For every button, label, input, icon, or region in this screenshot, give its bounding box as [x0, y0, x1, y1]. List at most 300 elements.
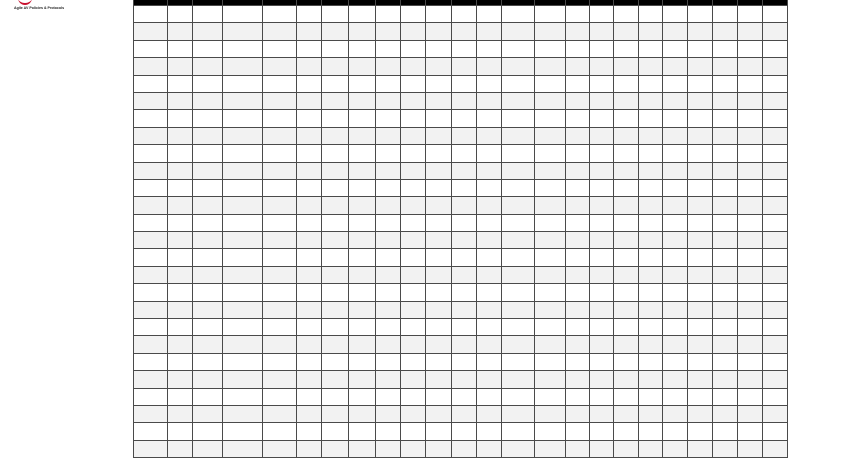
table-cell	[535, 249, 566, 266]
table-cell	[535, 75, 566, 92]
table-cell	[452, 40, 477, 57]
table-cell	[535, 197, 566, 214]
table-cell	[502, 371, 535, 388]
table-cell	[193, 162, 223, 179]
table-row	[134, 179, 788, 196]
table-cell	[134, 405, 168, 422]
table-cell	[134, 145, 168, 162]
table-cell	[738, 249, 763, 266]
table-cell	[168, 127, 193, 144]
table-cell	[639, 6, 663, 23]
table-cell	[738, 110, 763, 127]
table-cell	[713, 301, 738, 318]
table-cell	[688, 249, 713, 266]
table-cell	[663, 162, 688, 179]
table-cell	[688, 284, 713, 301]
table-cell	[297, 23, 322, 40]
table-cell	[134, 371, 168, 388]
table-cell	[168, 179, 193, 196]
table-cell	[349, 284, 376, 301]
table-cell	[263, 423, 297, 440]
table-cell	[535, 319, 566, 336]
table-cell	[713, 6, 738, 23]
table-cell	[168, 319, 193, 336]
table-cell	[688, 232, 713, 249]
table-cell	[535, 58, 566, 75]
table-cell	[223, 179, 263, 196]
table-cell	[614, 284, 639, 301]
table-cell	[614, 92, 639, 109]
table-cell	[134, 266, 168, 283]
table-cell	[401, 423, 426, 440]
table-cell	[452, 75, 477, 92]
table-cell	[168, 423, 193, 440]
table-cell	[738, 162, 763, 179]
table-cell	[477, 232, 502, 249]
table-cell	[376, 423, 401, 440]
table-cell	[614, 214, 639, 231]
table-cell	[134, 284, 168, 301]
table-cell	[349, 110, 376, 127]
table-cell	[688, 23, 713, 40]
table-cell	[134, 336, 168, 353]
table-cell	[763, 371, 788, 388]
table-cell	[426, 440, 452, 457]
table-cell	[263, 249, 297, 266]
table-cell	[502, 440, 535, 457]
table-cell	[297, 423, 322, 440]
table-cell	[134, 232, 168, 249]
table-cell	[590, 232, 614, 249]
table-cell	[502, 75, 535, 92]
table-cell	[376, 197, 401, 214]
table-cell	[566, 127, 590, 144]
table-cell	[738, 214, 763, 231]
table-cell	[376, 319, 401, 336]
table-cell	[401, 353, 426, 370]
table-cell	[426, 75, 452, 92]
table-cell	[713, 127, 738, 144]
table-cell	[223, 336, 263, 353]
table-cell	[713, 405, 738, 422]
table-cell	[763, 92, 788, 109]
table-cell	[376, 6, 401, 23]
table-cell	[401, 58, 426, 75]
organization-name: Agile AV Policies & Protocols	[14, 6, 65, 10]
table-cell	[349, 6, 376, 23]
table-cell	[297, 371, 322, 388]
table-cell	[223, 197, 263, 214]
table-cell	[376, 405, 401, 422]
table-cell	[263, 92, 297, 109]
table-cell	[193, 266, 223, 283]
table-cell	[452, 145, 477, 162]
table-cell	[535, 232, 566, 249]
table-cell	[349, 127, 376, 144]
table-row	[134, 249, 788, 266]
table-cell	[502, 23, 535, 40]
table-cell	[452, 249, 477, 266]
table-cell	[738, 75, 763, 92]
table-cell	[322, 336, 349, 353]
table-cell	[426, 423, 452, 440]
table-cell	[713, 110, 738, 127]
table-cell	[168, 440, 193, 457]
table-cell	[426, 92, 452, 109]
table-cell	[297, 197, 322, 214]
table-cell	[263, 301, 297, 318]
table-cell	[477, 284, 502, 301]
table-cell	[639, 232, 663, 249]
table-cell	[401, 249, 426, 266]
table-cell	[566, 336, 590, 353]
table-cell	[426, 127, 452, 144]
table-cell	[349, 353, 376, 370]
table-cell	[535, 40, 566, 57]
table-cell	[322, 145, 349, 162]
table-cell	[168, 249, 193, 266]
table-cell	[401, 266, 426, 283]
table-cell	[168, 6, 193, 23]
table-cell	[168, 353, 193, 370]
table-cell	[223, 284, 263, 301]
table-cell	[263, 58, 297, 75]
table-cell	[614, 319, 639, 336]
table-cell	[590, 388, 614, 405]
table-cell	[663, 40, 688, 57]
table-cell	[535, 127, 566, 144]
table-cell	[168, 266, 193, 283]
table-cell	[401, 214, 426, 231]
table-cell	[502, 110, 535, 127]
table-cell	[297, 75, 322, 92]
table-cell	[168, 301, 193, 318]
table-cell	[349, 249, 376, 266]
table-cell	[223, 371, 263, 388]
table-cell	[713, 40, 738, 57]
table-cell	[223, 75, 263, 92]
table-cell	[639, 249, 663, 266]
table-cell	[376, 127, 401, 144]
table-cell	[376, 232, 401, 249]
table-cell	[193, 75, 223, 92]
table-cell	[535, 23, 566, 40]
table-cell	[297, 6, 322, 23]
table-cell	[376, 440, 401, 457]
table-row	[134, 405, 788, 422]
table-cell	[688, 40, 713, 57]
table-cell	[426, 405, 452, 422]
table-cell	[349, 58, 376, 75]
table-cell	[639, 336, 663, 353]
table-cell	[566, 179, 590, 196]
table-cell	[452, 266, 477, 283]
table-cell	[738, 423, 763, 440]
table-cell	[477, 127, 502, 144]
table-cell	[688, 371, 713, 388]
table-cell	[452, 405, 477, 422]
table-cell	[639, 440, 663, 457]
table-cell	[426, 179, 452, 196]
policy-comparison-table	[133, 0, 788, 458]
table-cell	[566, 75, 590, 92]
table-cell	[297, 388, 322, 405]
table-cell	[663, 371, 688, 388]
table-cell	[168, 92, 193, 109]
table-cell	[134, 197, 168, 214]
table-cell	[763, 423, 788, 440]
table-cell	[614, 145, 639, 162]
table-cell	[477, 40, 502, 57]
table-cell	[738, 23, 763, 40]
table-cell	[452, 92, 477, 109]
table-cell	[590, 423, 614, 440]
table-cell	[349, 197, 376, 214]
table-cell	[763, 249, 788, 266]
table-cell	[401, 388, 426, 405]
table-cell	[263, 145, 297, 162]
table-cell	[535, 162, 566, 179]
table-cell	[502, 214, 535, 231]
table-cell	[134, 249, 168, 266]
table-cell	[297, 301, 322, 318]
table-cell	[401, 197, 426, 214]
table-cell	[688, 423, 713, 440]
table-cell	[763, 40, 788, 57]
table-cell	[134, 423, 168, 440]
table-cell	[193, 40, 223, 57]
table-cell	[134, 92, 168, 109]
table-cell	[452, 284, 477, 301]
table-cell	[590, 214, 614, 231]
table-cell	[713, 145, 738, 162]
table-cell	[663, 145, 688, 162]
table-cell	[713, 336, 738, 353]
table-cell	[297, 405, 322, 422]
table-cell	[663, 23, 688, 40]
table-cell	[713, 232, 738, 249]
table-cell	[263, 266, 297, 283]
table-cell	[688, 319, 713, 336]
table-cell	[763, 127, 788, 144]
table-cell	[263, 371, 297, 388]
table-row	[134, 284, 788, 301]
table-cell	[535, 92, 566, 109]
table-cell	[263, 162, 297, 179]
table-cell	[452, 127, 477, 144]
table-cell	[223, 440, 263, 457]
table-cell	[763, 301, 788, 318]
table-cell	[639, 145, 663, 162]
table-cell	[376, 75, 401, 92]
table-cell	[566, 266, 590, 283]
table-cell	[193, 284, 223, 301]
table-cell	[193, 145, 223, 162]
table-cell	[566, 371, 590, 388]
table-cell	[477, 371, 502, 388]
table-cell	[713, 23, 738, 40]
table-cell	[590, 371, 614, 388]
table-cell	[322, 353, 349, 370]
table-cell	[349, 388, 376, 405]
table-cell	[738, 388, 763, 405]
table-cell	[134, 440, 168, 457]
table-cell	[566, 40, 590, 57]
table-cell	[193, 353, 223, 370]
table-cell	[713, 319, 738, 336]
table-cell	[477, 423, 502, 440]
table-cell	[535, 301, 566, 318]
table-cell	[223, 110, 263, 127]
table-cell	[452, 58, 477, 75]
table-cell	[223, 405, 263, 422]
table-cell	[376, 388, 401, 405]
table-cell	[134, 388, 168, 405]
table-cell	[376, 336, 401, 353]
table-cell	[193, 336, 223, 353]
table-cell	[535, 266, 566, 283]
table-cell	[535, 179, 566, 196]
table-cell	[738, 145, 763, 162]
table-cell	[535, 336, 566, 353]
table-cell	[263, 179, 297, 196]
table-cell	[452, 214, 477, 231]
table-cell	[590, 92, 614, 109]
table-cell	[639, 127, 663, 144]
table-cell	[738, 336, 763, 353]
table-cell	[134, 301, 168, 318]
table-cell	[477, 336, 502, 353]
table-cell	[322, 249, 349, 266]
table-cell	[738, 127, 763, 144]
table-cell	[297, 58, 322, 75]
table-cell	[663, 301, 688, 318]
table-cell	[223, 319, 263, 336]
table-row	[134, 75, 788, 92]
table-cell	[502, 336, 535, 353]
table-cell	[401, 440, 426, 457]
table-cell	[566, 92, 590, 109]
table-cell	[535, 214, 566, 231]
table-cell	[263, 214, 297, 231]
table-cell	[263, 6, 297, 23]
table-cell	[639, 75, 663, 92]
table-cell	[297, 319, 322, 336]
table-cell	[688, 110, 713, 127]
table-cell	[349, 92, 376, 109]
table-cell	[223, 58, 263, 75]
table-cell	[663, 92, 688, 109]
table-cell	[535, 440, 566, 457]
table-cell	[401, 301, 426, 318]
table-cell	[349, 301, 376, 318]
table-cell	[297, 179, 322, 196]
table-cell	[639, 423, 663, 440]
table-cell	[639, 301, 663, 318]
table-cell	[401, 405, 426, 422]
table-cell	[193, 127, 223, 144]
table-cell	[590, 6, 614, 23]
table-cell	[502, 319, 535, 336]
table-cell	[614, 6, 639, 23]
table-cell	[193, 214, 223, 231]
table-cell	[663, 249, 688, 266]
table-cell	[168, 371, 193, 388]
table-cell	[639, 58, 663, 75]
table-cell	[223, 92, 263, 109]
table-cell	[639, 371, 663, 388]
table-cell	[401, 179, 426, 196]
table-cell	[502, 179, 535, 196]
table-cell	[349, 266, 376, 283]
table-cell	[376, 145, 401, 162]
table-cell	[590, 179, 614, 196]
table-cell	[322, 40, 349, 57]
table-cell	[535, 145, 566, 162]
table-cell	[376, 110, 401, 127]
table-cell	[663, 214, 688, 231]
table-cell	[477, 388, 502, 405]
table-cell	[401, 92, 426, 109]
table-cell	[477, 75, 502, 92]
table-cell	[297, 127, 322, 144]
table-cell	[168, 214, 193, 231]
table-cell	[426, 249, 452, 266]
table-cell	[168, 40, 193, 57]
table-cell	[349, 423, 376, 440]
table-cell	[223, 23, 263, 40]
table-cell	[426, 284, 452, 301]
table-cell	[614, 405, 639, 422]
table-cell	[263, 284, 297, 301]
table-cell	[566, 23, 590, 40]
table-cell	[590, 40, 614, 57]
table-cell	[452, 319, 477, 336]
table-cell	[426, 232, 452, 249]
table-cell	[223, 232, 263, 249]
table-cell	[535, 371, 566, 388]
table-cell	[614, 249, 639, 266]
table-cell	[322, 284, 349, 301]
table-cell	[168, 23, 193, 40]
table-cell	[322, 75, 349, 92]
table-cell	[376, 284, 401, 301]
table-cell	[322, 6, 349, 23]
table-cell	[688, 266, 713, 283]
table-cell	[590, 284, 614, 301]
table-cell	[322, 214, 349, 231]
table-cell	[168, 336, 193, 353]
table-cell	[452, 301, 477, 318]
table-cell	[223, 214, 263, 231]
table-cell	[426, 266, 452, 283]
table-cell	[688, 75, 713, 92]
table-cell	[502, 40, 535, 57]
table-cell	[452, 6, 477, 23]
table-cell	[223, 127, 263, 144]
table-cell	[223, 162, 263, 179]
table-cell	[193, 440, 223, 457]
table-cell	[322, 179, 349, 196]
table-cell	[193, 23, 223, 40]
table-cell	[502, 145, 535, 162]
table-cell	[477, 301, 502, 318]
table-cell	[738, 58, 763, 75]
table-cell	[590, 266, 614, 283]
table-cell	[401, 371, 426, 388]
table-cell	[401, 110, 426, 127]
table-cell	[663, 179, 688, 196]
